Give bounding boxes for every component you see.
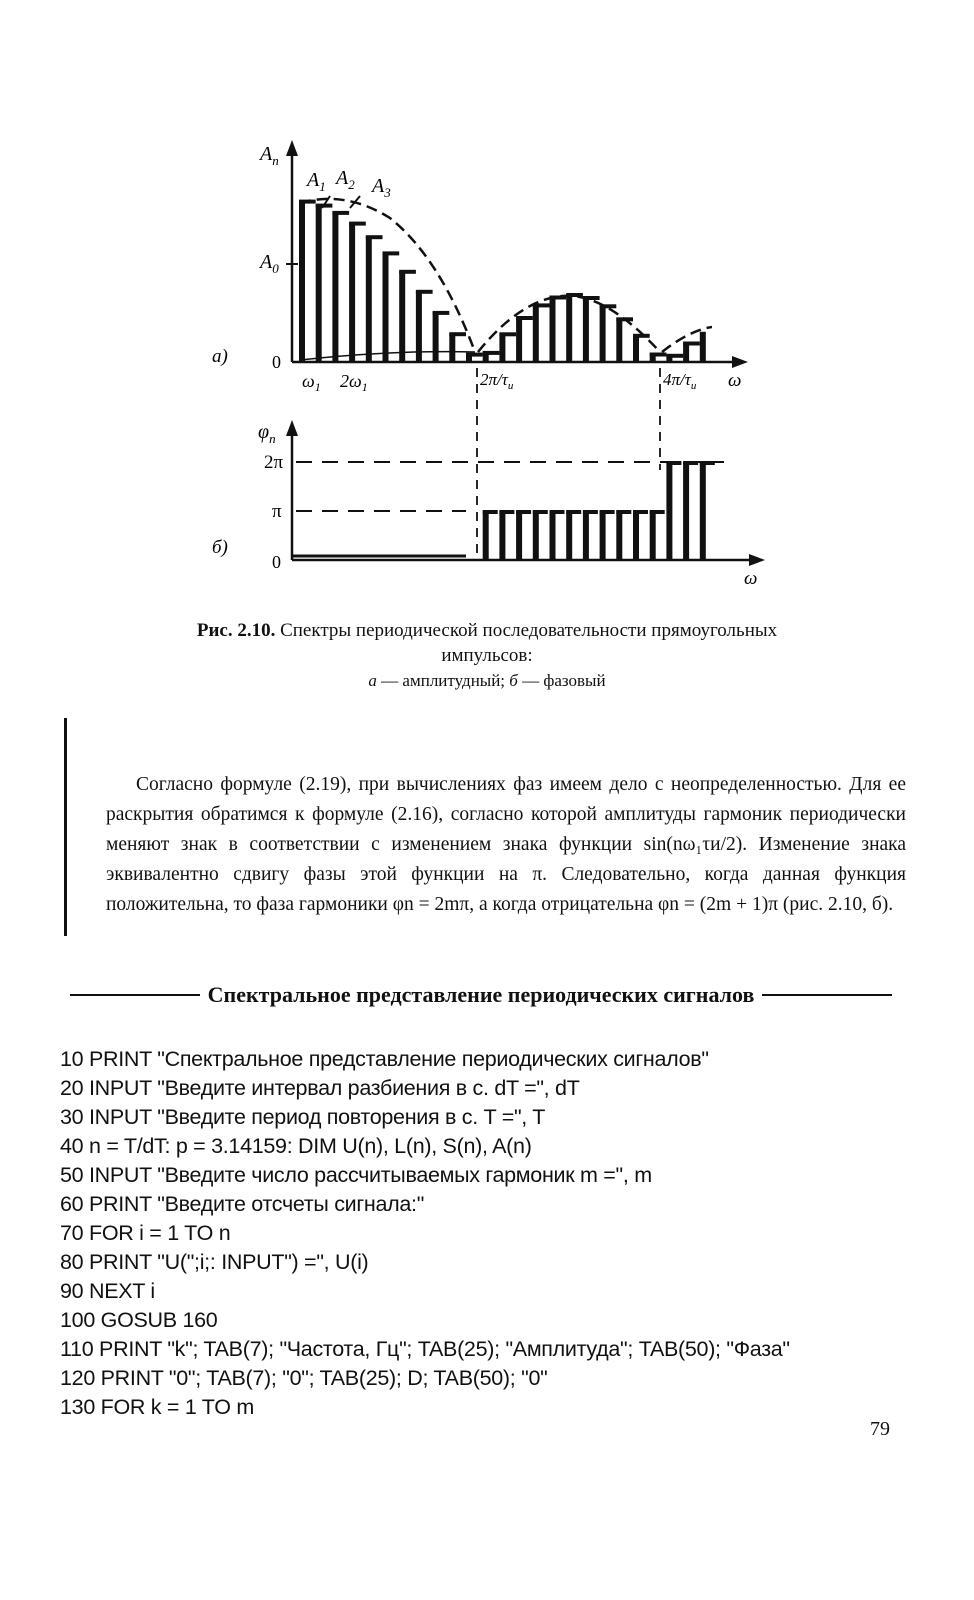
code-line: 20 INPUT "Введите интервал разбиения в с. dT =", dT [60,1076,580,1100]
heading-rule-left [70,994,200,996]
amplitude-bar-cap [483,351,500,355]
amplitude-bar-cap [433,311,450,315]
code-line: 100 GOSUB 160 [60,1308,218,1332]
amplitude-bar-cap [550,296,567,300]
phase-bar [666,462,672,560]
amplitude-y-axis-label: $A_n$ [260,143,279,168]
amplitude-bar [633,335,639,362]
amplitude-bar-cap [499,332,516,336]
amplitude-bar-cap [633,334,650,338]
amplitude-bar-cap [366,235,383,239]
margin-bar [64,718,67,936]
phase-y-axis-label: $\varphi_n$ [258,421,276,446]
caption-line-1 [0,618,974,643]
amplitude-bar-cap [683,342,700,346]
section-title: Спектральное представление периодических сигналов [207,982,755,1007]
two-pi-label: 2π [264,452,284,473]
amplitude-panel-label: а) [212,346,228,367]
code-line: 70 FOR i = 1 TO n [60,1221,231,1245]
a0-label: $A_0$ [260,251,279,276]
code-line: 10 PRINT "Спектральное представление периодических сигналов" [60,1047,709,1071]
phase-y-arrow [286,420,298,436]
code-line: 120 PRINT "0"; TAB(7); "0"; TAB(25); D; TAB(50); "0" [60,1366,548,1390]
amplitude-bar [383,252,389,362]
tick-4pi-tau: $4\pi/\tau_и$ [663,370,697,392]
amplitude-bar-cap [416,290,433,294]
phase-x-axis-label: ω [744,568,758,589]
caption-sub-b: б [509,671,518,690]
phase-bar [583,511,589,560]
amplitude-bar-cap [600,304,617,308]
phase-x-arrow [749,554,765,566]
body-paragraph: Согласно формуле (2.19), при вычислениях фаз имеем дело с неопределенностью. Для ее раскрытия обратимся к формуле (2.16), согласно которой амплитуды гармоник периодически меняют знак в соответствии с изменением знака функции sin(nω₁τи/2). Изменение знака эквивалентно сдвигу фазы этой функции на π. Следовательно, когда данная функция положительна, то фаза гармоники φn = 2mπ, а когда отрицательна φn = (2m + 1)π (рис. 2.10, б). [106,774,906,915]
code-line: 130 FOR k = 1 TO m [60,1395,254,1419]
amplitude-bar [616,318,622,362]
amplitude-bar [416,291,422,362]
amplitude-bar-cap [399,270,416,274]
amplitude-x-arrow [732,356,748,368]
amplitude-bar-cap [650,353,667,357]
caption-sub-a: а [368,671,377,690]
phase-bar [600,511,606,560]
amplitude-bar [550,297,556,363]
phase-zero-label: 0 [272,552,281,572]
phase-bar [683,462,689,560]
amplitude-bar [533,304,539,362]
spectrum-figure [0,0,974,605]
phase-bar-cap [633,510,648,514]
amplitude-bars [299,200,706,362]
phase-bar [616,511,622,560]
caption-sub-a-text: — амплитудный; [376,671,510,690]
amplitude-y-arrow [286,140,298,156]
code-line: 60 PRINT "Введите отсчеты сигнала:" [60,1192,425,1216]
code-line: 50 INPUT "Введите число рассчитываемых гармоник m =", m [60,1163,652,1187]
a3-label: $A_3$ [372,175,391,200]
amplitude-bar-cap [533,303,550,307]
phase-bar-cap [700,461,715,465]
amplitude-bar [566,294,572,362]
phase-bar-cap [566,510,581,514]
amplitude-bar-cap [666,354,683,358]
amplitude-bar [316,205,322,362]
amplitude-x-axis-label: ω [728,370,742,391]
a1-label: $A_1$ [307,169,326,194]
phase-bar-cap [516,510,531,514]
amplitude-bar-cap [299,200,316,204]
phase-spectrum-panel [212,420,765,589]
code-line: 40 n = T/dT: p = 3.14159: DIM U(n), L(n), S(n), A(n) [60,1134,532,1158]
amplitude-bar [433,312,439,362]
a2-label: $A_2$ [336,167,355,192]
code-line: 30 INPUT "Введите период повторения в с. T =", T [60,1105,546,1129]
phase-bar-cap [483,510,498,514]
phase-bar [533,511,539,560]
phase-bar-cap [583,510,598,514]
caption-number: Рис. 2.10. [196,620,276,641]
phase-bars [483,461,715,560]
phase-bar [650,511,656,560]
figure-caption [0,618,974,693]
amplitude-bar-cap [516,316,533,320]
body-text [106,770,906,920]
section-heading [70,982,892,1008]
amplitude-bar-cap [616,317,633,321]
phase-bar-cap [666,461,681,465]
page-number: 79 [870,1418,890,1440]
pi-label: π [272,501,282,522]
amplitude-bar [399,271,405,362]
tick-2omega1: $2\omega_1$ [340,371,368,394]
phase-bar-cap [650,510,665,514]
amplitude-zero-label: 0 [272,352,281,372]
amplitude-bar-cap [466,353,483,357]
phase-bar [633,511,639,560]
amplitude-bar [299,201,305,362]
amplitude-bar [349,223,355,362]
amplitude-bar [600,305,606,362]
phase-bar [566,511,572,560]
phase-bar-cap [533,510,548,514]
phase-bar-cap [616,510,631,514]
code-line: 90 NEXT i [60,1279,155,1303]
amplitude-bar [366,236,372,362]
caption-sub-b-text: — фазовый [517,671,606,690]
phase-bar-cap [550,510,565,514]
phase-bar [550,511,556,560]
amplitude-bar [516,317,522,362]
phase-panel-label: б) [212,537,228,558]
phase-bar [700,462,706,560]
heading-rule-right [762,994,892,996]
caption-line-2: импульсов: [441,645,533,666]
tick-2pi-tau: $2\pi/\tau_и$ [480,370,514,392]
code-line: 80 PRINT "U(";i;: INPUT") =", U(i) [60,1250,369,1274]
amplitude-bar-cap [566,293,583,297]
code-line: 110 PRINT "k"; TAB(7); "Частота, Гц"; TAB(25); "Амплитуда"; TAB(50); "Фаза" [60,1337,790,1361]
amplitude-bar-cap [583,296,600,300]
phase-bar-cap [683,461,698,465]
amplitude-bar [449,333,455,362]
amplitude-bar [583,297,589,362]
caption-subtitle [0,668,974,693]
phase-bar-cap [600,510,615,514]
amplitude-bar-cap [449,332,466,336]
amplitude-bar-cap [383,251,400,255]
phase-bar [483,511,489,560]
amplitude-bar-cap [349,222,366,226]
phase-bar [516,511,522,560]
phase-bar-cap [499,510,514,514]
amplitude-bar [700,332,706,362]
caption-title: Спектры периодической последовательности прямоугольных [280,620,778,641]
amplitude-bar [499,333,505,362]
basic-code-listing [60,1045,940,1422]
amplitude-bar [332,212,338,362]
phase-bar [499,511,505,560]
amplitude-bar-cap [332,211,349,215]
tick-omega1: $\omega_1$ [302,371,321,394]
